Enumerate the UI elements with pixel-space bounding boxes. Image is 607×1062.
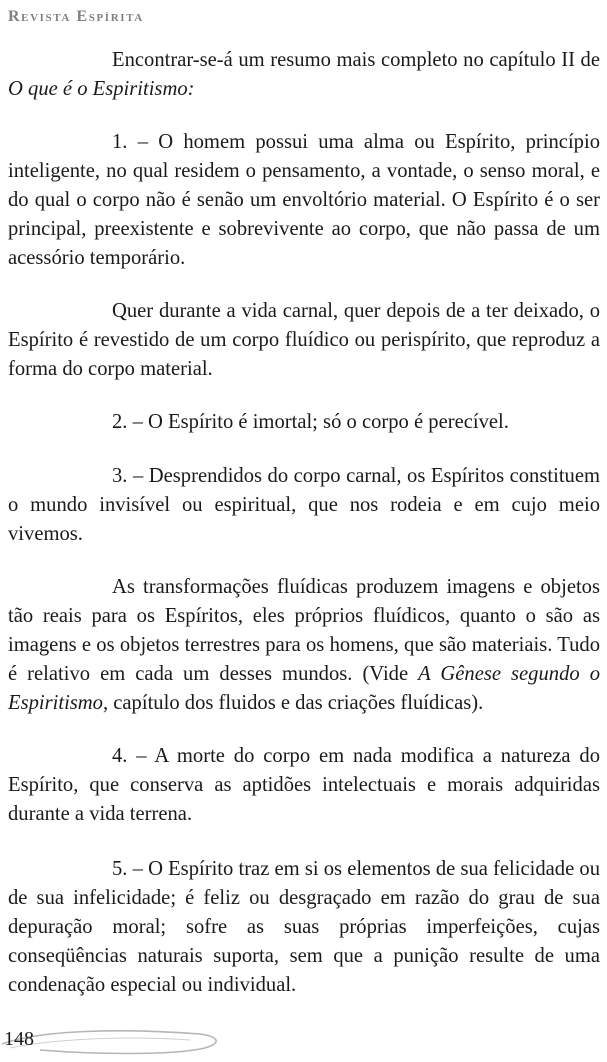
paragraph-item-2 — [8, 408, 600, 437]
paragraph-text-tail: , capítulo dos fluidos e das criações fluídicas). — [102, 692, 484, 714]
page-footer — [0, 1024, 240, 1062]
book-title-reference: A Gênese segundo o Espiritismo — [8, 663, 600, 714]
paragraph-intro — [8, 46, 600, 104]
paragraph-item-3 — [8, 462, 600, 549]
swoosh-ornament-icon — [0, 1024, 240, 1062]
paragraph-text: 3. – Desprendidos do corpo carnal, os Espíritos constituem o mundo invisível ou espiritual, que nos rodeia e em cujo meio vivemos. — [8, 465, 600, 545]
paragraph-text: 5. – O Espírito traz em si os elementos de sua felicidade ou de sua infelicidade; é feliz ou desgraçado em razão do grau de sua depuração moral; sofre as suas próprias imperfeições, cujas conseqüências naturais suporta, sem que a punição resulte de uma condenação especial ou individual. — [8, 858, 600, 996]
paragraph-item-4 — [8, 742, 600, 829]
paragraph-item-5 — [8, 855, 600, 1000]
paragraph-text: Quer durante a vida carnal, quer depois de a ter deixado, o Espírito é revestido de um corpo fluídico ou perispírito, que reproduz a forma do corpo material. — [8, 300, 600, 380]
paragraph-text: 2. – O Espírito é imortal; só o corpo é perecível. — [112, 411, 509, 433]
paragraph-item-1 — [8, 128, 600, 273]
book-title-reference: O que é o Espiritismo: — [8, 78, 195, 100]
paragraph-perispirit — [8, 297, 600, 384]
page-body — [8, 46, 600, 1024]
running-header: Revista Espírita — [8, 8, 144, 25]
paragraph-fluidic — [8, 573, 600, 718]
paragraph-text: 1. – O homem possui uma alma ou Espírito, princípio inteligente, no qual residem o pensamento, a vontade, o senso moral, e do qual o corpo não é senão um envoltório material. O Espírito é o ser principal, preexistente e sobrevivente ao corpo, que não passa de um acessório temporário. — [8, 131, 600, 269]
paragraph-text: As transformações fluídicas produzem imagens e objetos tão reais para os Espíritos, eles próprios fluídicos, quanto o são as imagens e os objetos terrestres para os homens, que são materiais. Tudo é relativo em cada um desses mundos. (Vide — [8, 576, 600, 685]
paragraph-text: 4. – A morte do corpo em nada modifica a natureza do Espírito, que conserva as aptidões intelectuais e morais adquiridas durante a vida terrena. — [8, 745, 600, 825]
page-number: 148 — [4, 1028, 34, 1050]
paragraph-text: Encontrar-se-á um resumo mais completo no capítulo II de — [112, 49, 600, 71]
